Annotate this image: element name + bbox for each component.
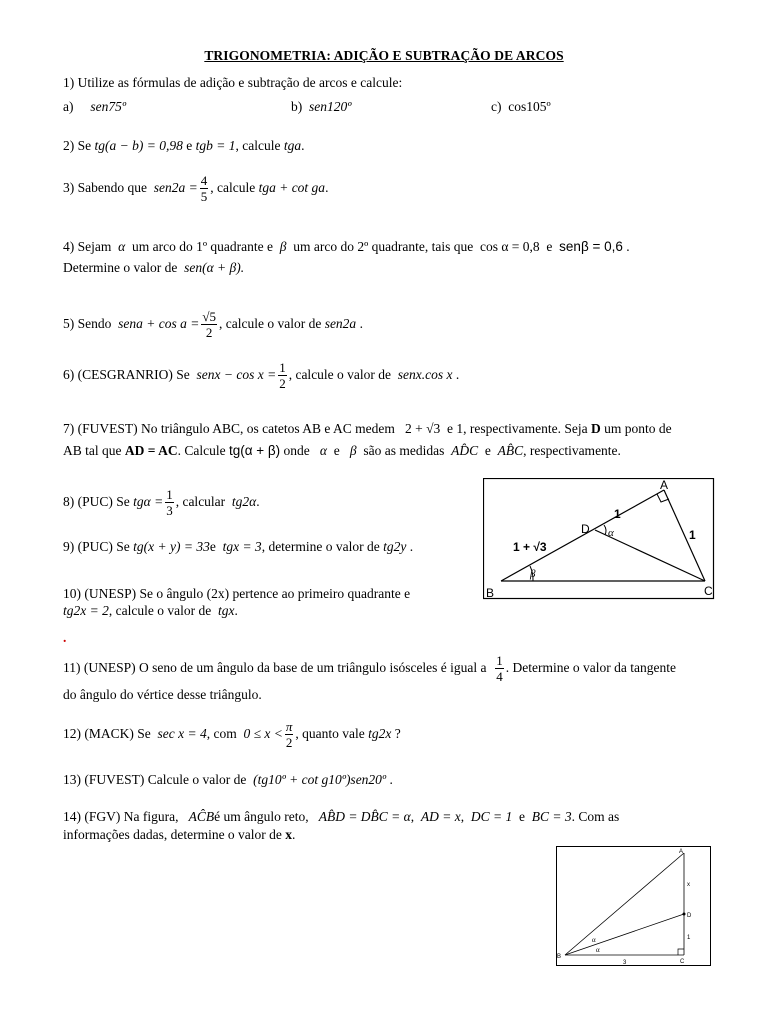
label-three: 3 xyxy=(623,960,627,966)
label-d: D xyxy=(581,522,590,536)
q12: 12) (MACK) Se sec x = 4, com 0 ≤ x < $\frac{\pi}{2}$ , quanto vale tg2x ? xyxy=(63,719,401,751)
q12-fraction: $\frac{\pi}{2}$ xyxy=(285,719,293,751)
label-x: x xyxy=(687,882,690,888)
q3-fraction: $\frac{4}{5}$ xyxy=(200,173,208,205)
label-c: C xyxy=(704,584,713,598)
q6-fraction: $\frac{1}{2}$ xyxy=(279,360,286,392)
side-ac xyxy=(664,490,705,581)
label-c-2: C xyxy=(680,959,685,965)
q10-line1: 10) (UNESP) Se o ângulo (2x) pertence ao primeiro quadrante e xyxy=(63,586,411,601)
figure-triangle-q14 xyxy=(556,846,712,967)
q8: 8) (PUC) Se tgα = $\frac{1}{3}$ , calcular tg2α. xyxy=(63,487,260,519)
label-side-ab: 1 + √3 xyxy=(513,540,547,554)
q9: 9) (PUC) Se tg(x + y) = 33e tgx = 3, determine o valor de tg2y . xyxy=(63,539,414,554)
label-beta: β xyxy=(530,568,536,580)
q1-item-b: b) sen120º xyxy=(291,99,352,114)
figure-triangle-abc xyxy=(483,478,715,600)
label-alpha-lower: α xyxy=(596,946,600,954)
label-one-top: 1 xyxy=(614,507,621,521)
label-alpha-upper: α xyxy=(592,936,596,944)
label-a: A xyxy=(660,478,669,492)
q5-fraction: $\frac{√5}{2}$ xyxy=(202,309,216,341)
q11-line1: 11) (UNESP) O seno de um ângulo da base de um triângulo isósceles é igual a $\frac{1}{4}$ . Determine o valor da tangente xyxy=(63,653,676,685)
q5: 5) Sendo sena + cos a = $\frac{√5}{2}$ , calcule o valor de sen2a . xyxy=(63,309,363,341)
q8-fraction: $\frac{1}{3}$ xyxy=(166,487,173,519)
label-b-2: B xyxy=(557,954,562,960)
q11-line2: do ângulo do vértice desse triângulo. xyxy=(63,687,262,702)
angle-alpha-arc xyxy=(604,525,606,535)
point-d xyxy=(683,913,686,916)
segment-bd xyxy=(565,914,684,955)
q13: 13) (FUVEST) Calcule o valor de (tg10º + cot g10º)sen20º . xyxy=(63,772,393,787)
q7-line2: AB tal que AD = AC. Calcule tg(α + β) onde α e β são as medidas AD̂C e AB̂C, respectivamente. xyxy=(63,443,621,458)
label-alpha: α xyxy=(608,527,614,539)
q14-line1: 14) (FGV) Na figura, AĈBé um ângulo reto, AB̂D = DB̂C = α, AD = x, DC = 1 e BC = 3. Com as xyxy=(63,809,620,824)
q7-line1: 7) (FUVEST) No triângulo ABC, os catetos AB e AC medem 2 + √3 e 1, respectivamente. Seja D um ponto de xyxy=(63,421,672,436)
q4-line1: 4) Sejam α um arco do 1º quadrante e β um arco do 2º quadrante, tais que cos α = 0,8 e senβ = 0,6 . xyxy=(63,239,630,254)
q3: 3) Sabendo que sen2a = $\frac{4}{5}$ , calcule tga + cot ga. xyxy=(63,173,329,205)
right-angle-mark-2 xyxy=(678,949,684,955)
stray-mark: . xyxy=(63,630,67,645)
q1-item-c: c) cos105º xyxy=(491,99,551,114)
q2: 2) Se tg(a − b) = 0,98 e tgb = 1, calcule tga. xyxy=(63,138,305,153)
q1-text: 1) Utilize as fórmulas de adição e subtração de arcos e calcule: xyxy=(63,75,403,90)
figure-frame-2 xyxy=(557,847,711,966)
segment-ba xyxy=(565,853,684,955)
label-a-2: A xyxy=(679,849,684,855)
q6: 6) (CESGRANRIO) Se senx − cos x = $\frac{1}{2}$ , calcule o valor de senx.cos x . xyxy=(63,360,460,392)
q14-line2: informações dadas, determine o valor de x. xyxy=(63,827,296,842)
label-d-2: D xyxy=(687,913,692,919)
q11-fraction: $\frac{1}{4}$ xyxy=(496,653,503,685)
label-b: B xyxy=(486,586,495,600)
q1-item-a: a) sen75º xyxy=(63,99,127,114)
label-one-right: 1 xyxy=(689,528,696,542)
page-title: TRIGONOMETRIA: ADIÇÃO E SUBTRAÇÃO DE ARCOS xyxy=(204,48,564,63)
label-one-2: 1 xyxy=(687,935,691,941)
q10-line2: tg2x = 2, calcule o valor de tgx. xyxy=(63,603,238,618)
q4-line2: Determine o valor de sen(α + β). xyxy=(63,260,245,275)
